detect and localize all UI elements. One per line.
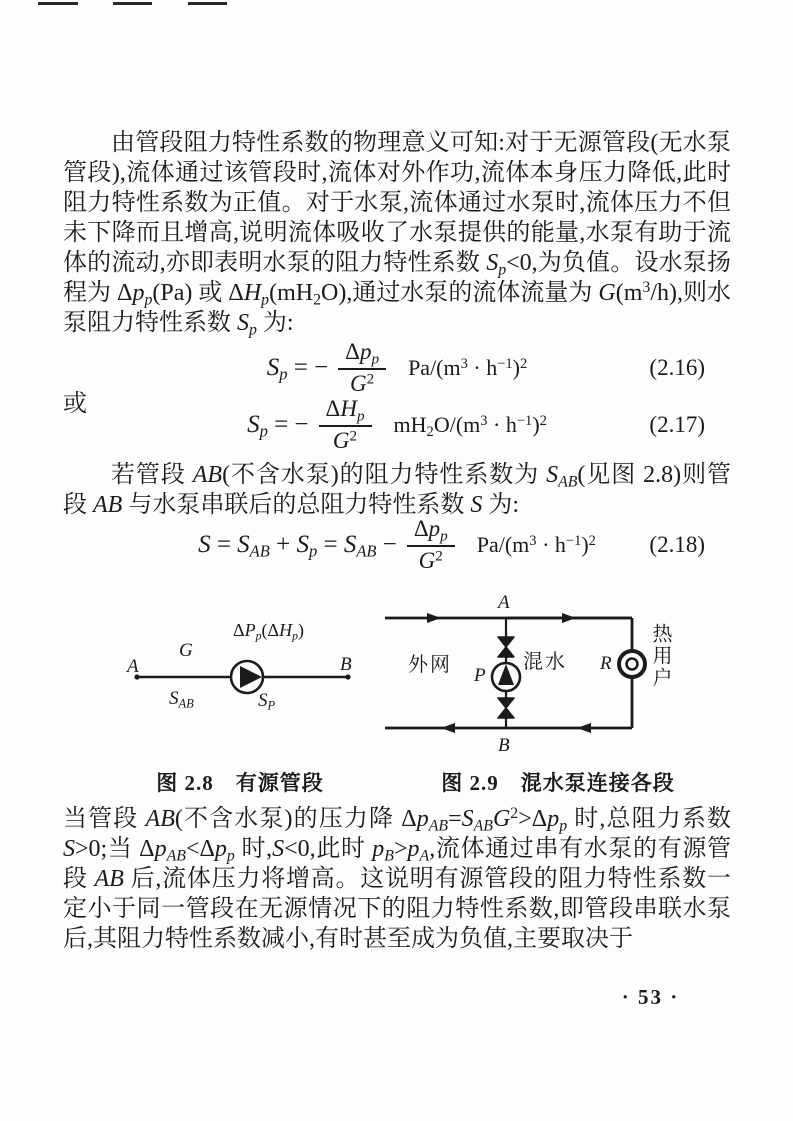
figure-2-8-caption: 图 2.8 有源管段	[156, 771, 324, 795]
fraction-denominator: $G^2$	[332, 426, 358, 453]
fraction-denominator: $G^2$	[350, 369, 375, 396]
equation-number: (2.17)	[649, 412, 705, 437]
pump-icon	[492, 663, 520, 691]
paragraph-2: 若管段 AB(不含水泵)的阻力特性系数为 $S_{AB}$(见图 2.8)则管段 AB 与水泵串联后的总阻力特性系数 S 为:	[63, 462, 732, 518]
equation-number: (2.16)	[649, 355, 705, 380]
fraction-numerator: $\Delta p_p$	[407, 516, 455, 546]
flow-arrow-right-icon	[562, 613, 576, 623]
fraction-denominator: $G^2$	[418, 546, 443, 573]
equation-units: $Pa/(m^3 \cdot h^{-1})^2$	[476, 532, 596, 557]
flow-arrow-left-icon	[441, 723, 455, 733]
fraction	[338, 339, 386, 397]
equation-units: $mH_2O/(m^3 \cdot h^{-1})^2$	[393, 412, 547, 441]
mixed-water-label: 混水	[523, 651, 567, 673]
figure-2-9	[378, 590, 738, 760]
paragraph-1: 由管段阻力特性系数的物理意义可知:对于无源管段(无水泵管段),流体通过该管段时,流体对外作功,流体本身压力降低,此时阻力特性系数为正值。对于水泵,流体通过水泵时,流体压力不但未下降而且增高,说明流体吸收了水泵提供的能量,水泵有助于流体的流动,亦即表明水泵的阻力特性系数 $S_p<0$,为负值。设水泵扬程为 $\Delta p_p(Pa)$ 或 $\Delta H_p(mH_2O)$,通过水泵的流体流量为 $G(m^3/h)$,则水泵阻力特性系数 $S_p$ 为:	[63, 130, 731, 339]
figure-2-8	[95, 598, 375, 723]
figure-2-9-caption: 图 2.9 混水泵连接各段	[441, 771, 675, 795]
flow-label: G	[179, 640, 193, 661]
pump-icon	[231, 661, 263, 693]
equation-lhs: $S_p$ = −	[247, 411, 309, 441]
equation-2-18	[63, 517, 731, 573]
scan-artifact	[38, 2, 78, 5]
fraction-numerator: $\Delta H_p$	[319, 396, 372, 426]
node-a-label: A	[127, 656, 139, 677]
resistance-label: R	[600, 653, 612, 674]
equation-lhs: $S = S_{AB} + S_p = S_{AB}$ −	[198, 531, 397, 561]
scan-artifact	[188, 2, 227, 5]
fraction	[319, 396, 372, 454]
paragraph-3: 当管段 AB(不含水泵)的压力降 $\Delta p_{AB}=S_{AB}G^2>\Delta p_p$ 时,总阻力系数 S>0;当 $\Delta p_{AB}<\Delta p_p$ 时,S<0,此时 $p_B>p_A$,流体通过串有水泵的有源管段 AB 后,流体压力将增高。这说明有源管段的阻力特性系数一定小于同一管段在无源情况下的阻力特性系数,即管段串联水泵后,其阻力特性系数减小,有时甚至成为负值,主要取决于	[63, 805, 732, 952]
fraction-numerator: $\Delta p_p$	[338, 339, 386, 369]
flow-arrow-right-icon	[427, 613, 441, 623]
external-network-label: 外网	[408, 654, 452, 676]
equation-lhs: $S_p$ = −	[266, 354, 329, 384]
heat-user-label: 热用户	[649, 623, 671, 689]
or-connector: 或	[63, 391, 87, 417]
equation-2-17	[63, 397, 731, 453]
scan-artifact	[113, 2, 152, 5]
node-b-label: B	[498, 735, 510, 756]
pump-label: P	[474, 665, 486, 686]
s-p-label: $S_P$	[258, 690, 276, 713]
fraction	[407, 516, 455, 574]
equation-number: (2.18)	[649, 532, 705, 557]
node-a-label: A	[498, 592, 510, 613]
node-b-label: B	[340, 654, 352, 675]
pump-head-label: $\Delta P_p(\Delta H_p)$	[233, 620, 305, 643]
valve-icon	[498, 637, 514, 657]
page-number: · 53 ·	[621, 985, 680, 1009]
flow-arrow-left-icon	[577, 723, 591, 733]
heat-user-radiator-icon	[619, 651, 645, 677]
valve-icon	[498, 698, 514, 718]
equation-units: $Pa/(m^3 \cdot h^{-1})^2$	[408, 355, 528, 380]
equation-2-16	[63, 340, 731, 396]
s-ab-label: $S_{AB}$	[169, 688, 194, 711]
